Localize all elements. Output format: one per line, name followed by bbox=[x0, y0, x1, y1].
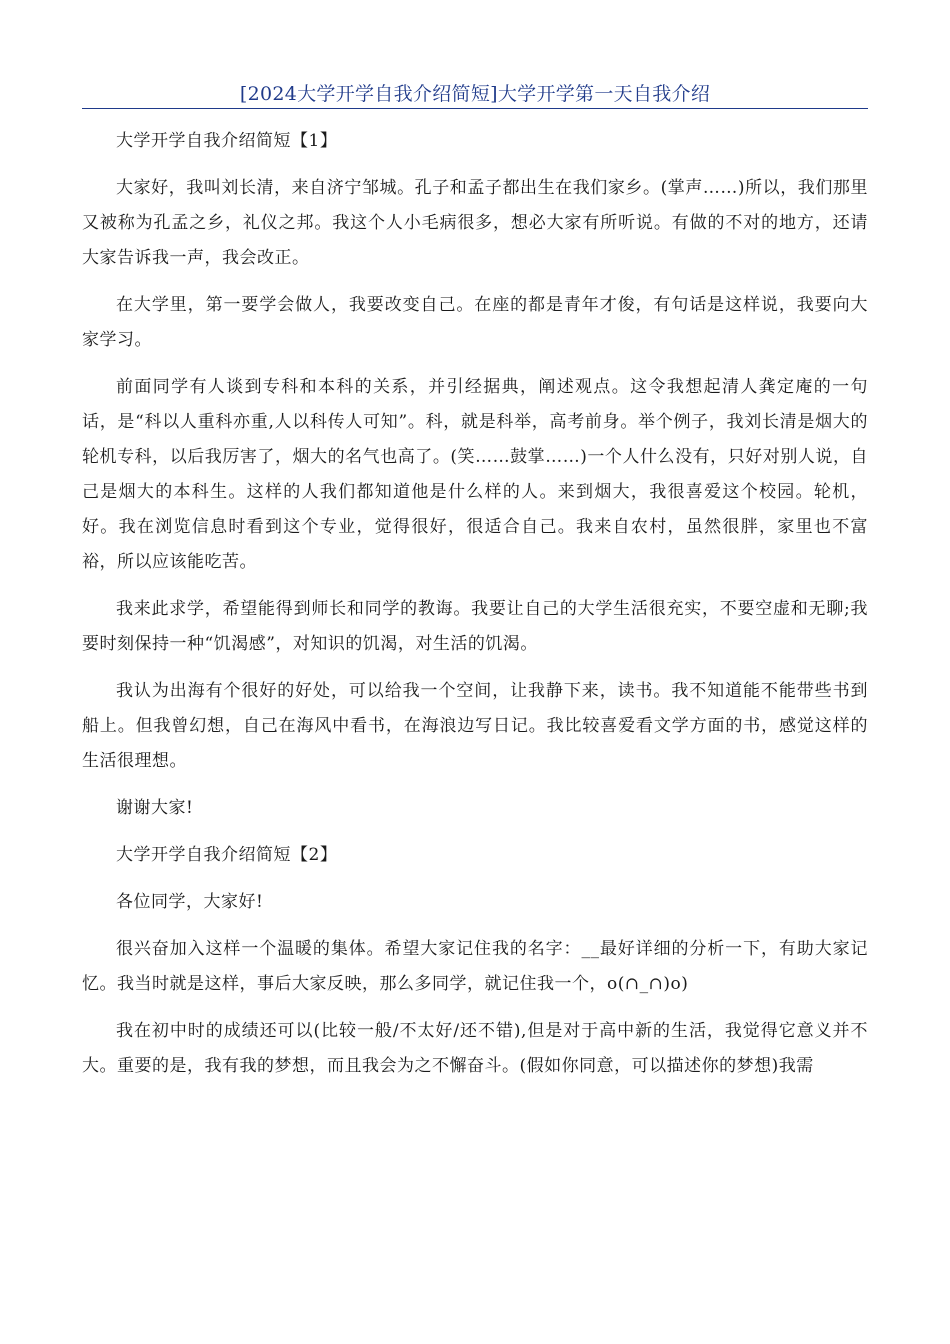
title-underline bbox=[82, 108, 868, 109]
paragraph: 我在初中时的成绩还可以(比较一般/不太好/还不错),但是对于高中新的生活，我觉得它意义并不大。重要的是，我有我的梦想，而且我会为之不懈奋斗。(假如你同意，可以描述你的梦想)我需 bbox=[82, 1021, 868, 1076]
closing-line: 谢谢大家! bbox=[116, 798, 194, 818]
paragraph: 我认为出海有个很好的好处，可以给我一个空间，让我静下来，读书。我不知道能不能带些书到船上。但我曾幻想，自己在海风中看书，在海浪边写日记。我比较喜爱看文学方面的书，感觉这样的生活很理想。 bbox=[82, 681, 868, 771]
paragraph: 很兴奋加入这样一个温暖的集体。希望大家记住我的名字：__最好详细的分析一下，有助大家记忆。我当时就是这样，事后大家反映，那么多同学，就记住我一个，o(∩_∩)o) bbox=[82, 939, 868, 994]
paragraph: 前面同学有人谈到专科和本科的关系，并引经据典，阐述观点。这令我想起清人龚定庵的一句话，是“科以人重科亦重,人以科传人可知”。科，就是科举，高考前身。举个例子，我刘长清是烟大的轮机专科，以后我厉害了，烟大的名气也高了。(笑……鼓掌……)一个人什么没有，只好对别人说，自己是烟大的本科生。这样的人我们都知道他是什么样的人。来到烟大，我很喜爱这个校园。轮机，好。我在浏览信息时看到这个专业，觉得很好，很适合自己。我来自农村，虽然很胖，家里也不富裕，所以应该能吃苦。 bbox=[82, 377, 868, 572]
paragraph: 在大学里，第一要学会做人，我要改变自己。在座的都是青年才俊，有句话是这样说，我要向大家学习。 bbox=[82, 295, 868, 350]
section-heading-2: 大学开学自我介绍简短【2】 bbox=[116, 845, 338, 865]
section-heading-1: 大学开学自我介绍简短【1】 bbox=[116, 131, 338, 151]
greeting-line: 各位同学，大家好! bbox=[116, 892, 264, 912]
document-body bbox=[82, 124, 868, 1096]
paragraph: 大家好，我叫刘长清，来自济宁邹城。孔子和孟子都出生在我们家乡。(掌声……)所以，我们那里又被称为孔孟之乡，礼仪之邦。我这个人小毛病很多，想必大家有所听说。有做的不对的地方，还请大家告诉我一声，我会改正。 bbox=[82, 178, 868, 268]
paragraph: 我来此求学，希望能得到师长和同学的教诲。我要让自己的大学生活很充实，不要空虚和无聊;我要时刻保持一种“饥渴感”，对知识的饥渴，对生活的饥渴。 bbox=[82, 599, 868, 654]
document-title: [2024大学开学自我介绍简短]大学开学第一天自我介绍 bbox=[239, 83, 711, 105]
